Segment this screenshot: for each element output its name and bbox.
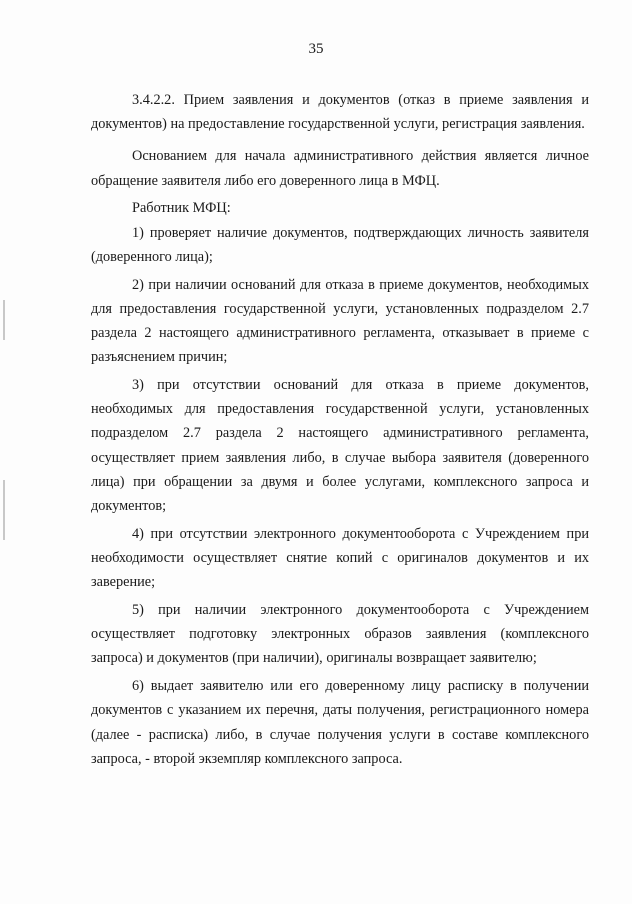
list-item-2: 2) при наличии оснований для отказа в приеме документов, необходимых для предоставления государственной услуги, установленных подразделом 2.7 раздела 2 настоящего административного регламента, отказывает в приеме с разъяснением причин; — [91, 276, 589, 366]
section-heading-paragraph: 3.4.2.2. Прием заявления и документов (отказ в приеме заявления и документов) на предоставление государственной услуги, регистрация заявления. — [91, 92, 589, 133]
list-item-5: 5) при наличии электронного документооборота с Учреждением осуществляет подготовку электронных образов заявления (комплексного запроса) и документов (при наличии), оригиналы возвращает заявителю; — [91, 602, 589, 667]
list-item-4: 4) при отсутствии электронного документооборота с Учреждением при необходимости осуществляет снятие копий с оригиналов документов и их заверение; — [91, 525, 589, 591]
page-number: 35 — [308, 41, 324, 57]
list-item-1: 1) проверяет наличие документов, подтверждающих личность заявителя (доверенного лица); — [91, 224, 589, 265]
list-item-3: 3) при отсутствии оснований для отказа в приеме документов, необходимых для предоставления государственной услуги, установленных подразделом 2.7 раздела 2 настоящего административного регламента, осуществляет прием заявления либо, в случае выбора заявителя (доверенного лица) при обращении за двумя и более услугами, комплексного запроса и документов; — [91, 377, 589, 515]
worker-intro-paragraph: Работник МФЦ: — [132, 200, 231, 217]
basis-paragraph: Основанием для начала административного действия является личное обращение заявителя либо его доверенного лица в МФЦ. — [91, 148, 589, 189]
scan-edge-mark — [3, 300, 5, 340]
document-body — [91, 88, 589, 775]
scan-edge-mark — [3, 480, 5, 540]
list-item-6: 6) выдает заявителю или его доверенному лицу расписку в получении документов с указанием их перечня, даты получения, регистрационного номера (далее - расписка) либо, в случае получения услуги в составе комплексного запроса, - второй экземпляр комплексного запроса. — [91, 678, 589, 767]
